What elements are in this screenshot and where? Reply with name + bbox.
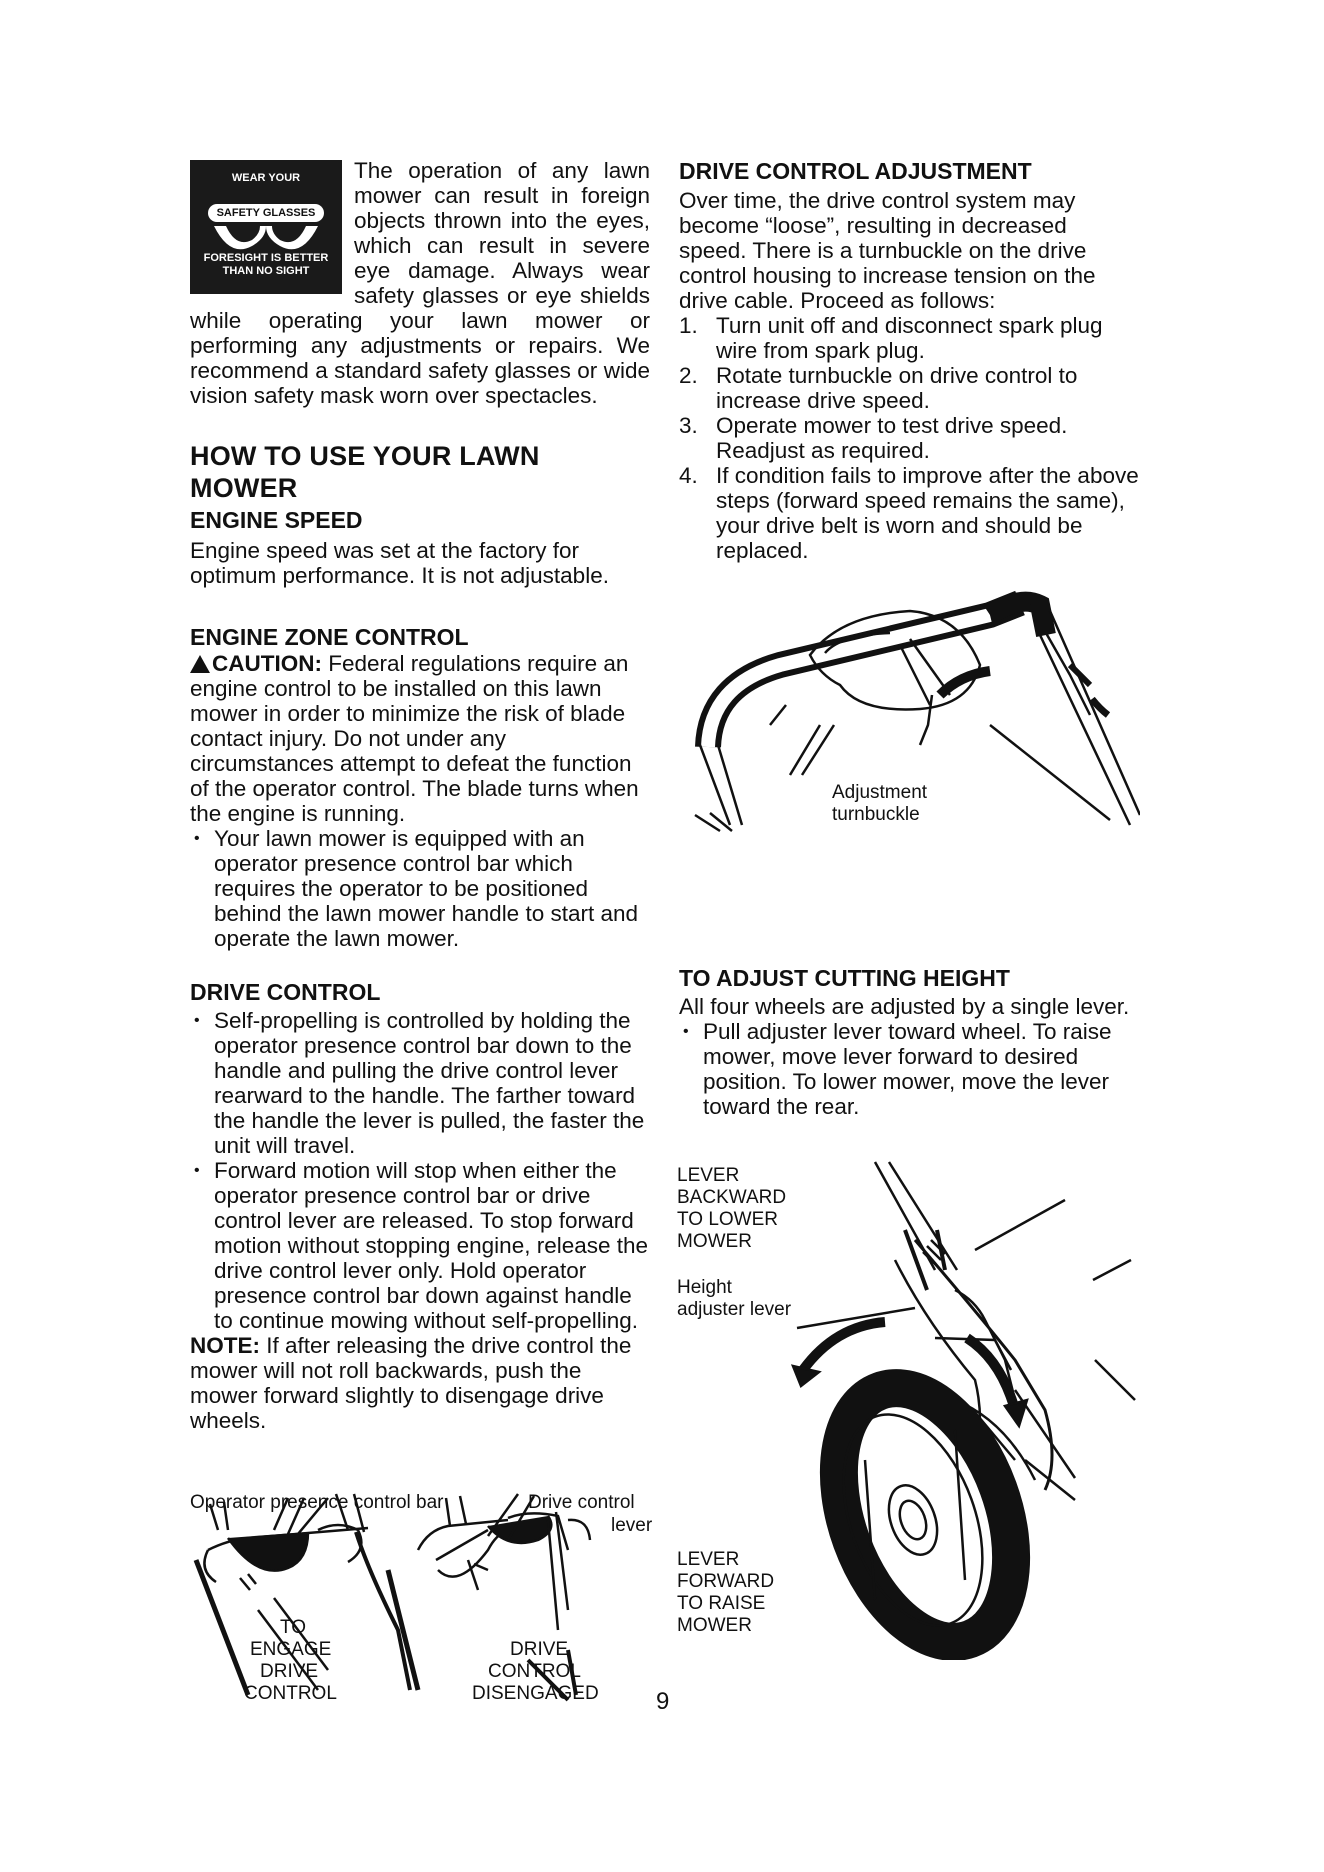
step-number: 2. [679,363,698,388]
warning-icon [190,655,210,673]
adjuster-lever-label: adjuster lever [677,1299,792,1320]
handle-illustration [188,1490,658,1710]
engine-speed-text: Engine speed was set at the factory for optimum performance. It is not adjustable. [190,538,609,588]
disengaged-label: DISENGAGED [472,1683,599,1704]
note-label: NOTE: [190,1333,260,1358]
control-disengaged-label: CONTROL [488,1661,581,1682]
cutting-height-section [679,965,1139,1119]
list-item [679,463,1139,563]
badge-line-3: FORESIGHT IS BETTER [203,252,329,264]
cutting-height-list [679,1019,1139,1119]
step-text: Operate mower to test drive speed. Readjust as required. [716,413,1068,463]
lever-backward-label-1: LEVER [677,1165,740,1186]
step-number: 1. [679,313,698,338]
lever-label: lever [611,1515,653,1536]
step-text: If condition fails to improve after the above steps (forward speed remains the same), your drive belt is worn and should be replaced. [716,463,1139,563]
drive-adjustment-text: Over time, the drive control system may become “loose”, resulting in decreased speed. There is a turnbuckle on the drive control housing to increase tension on the drive cable. Proceed as follows: [679,188,1096,313]
list-item: • Pull adjuster lever toward wheel. To raise mower, move lever forward to desired position. To lower mower, move the lever toward the rear. [679,1019,1139,1119]
safety-glasses-badge [190,160,342,294]
step-text: Rotate turnbuckle on drive control to increase drive speed. [716,363,1078,413]
lever-forward-label-3: TO RAISE [677,1593,766,1614]
to-label: TO [280,1617,307,1638]
lever-backward-label-4: MOWER [677,1231,752,1252]
control-label: CONTROL [244,1683,337,1704]
engine-zone-list [190,826,650,951]
list-item [679,413,1139,463]
engine-zone-heading: ENGINE ZONE CONTROL [190,624,469,650]
right-column [679,158,1139,563]
list-item: • Forward motion will stop when either the operator presence control bar or drive control lever are released. To stop forward motion without stopping engine, release the drive control lever only. Hold operator presence control bar down against handle to continue mowing without self-propelling. [190,1158,650,1333]
step-number: 4. [679,463,698,488]
step-text: Turn unit off and disconnect spark plug wire from spark plug. [716,313,1103,363]
cutting-height-heading: TO ADJUST CUTTING HEIGHT [679,965,1010,991]
lever-forward-label-2: FORWARD [677,1571,775,1592]
note-text: If after releasing the drive control the mower will not roll backwards, push the mower forward slightly to disengage drive wheels. [190,1333,632,1433]
lever-backward-label-2: BACKWARD [677,1187,787,1208]
list-item [679,363,1139,413]
lever-forward-label-1: LEVER [677,1549,740,1570]
left-column [190,158,650,1433]
lever-backward-label-3: TO LOWER [677,1209,778,1230]
drive-adjustment-heading: DRIVE CONTROL ADJUSTMENT [679,158,1032,184]
turnbuckle-label: turnbuckle [832,804,920,825]
step-number: 3. [679,413,698,438]
operator-presence-label: Operator presence control bar [190,1492,444,1513]
cutting-height-text: All four wheels are adjusted by a single lever. [679,994,1130,1019]
turnbuckle-figure [690,575,1140,835]
note-paragraph [190,1333,650,1433]
drive-label: DRIVE [260,1661,319,1682]
drive-disengaged-label: DRIVE [510,1639,569,1660]
list-item [679,313,1139,363]
badge-line-1: WEAR YOUR [231,172,301,184]
caution-label: CAUTION: [212,651,322,676]
how-to-use-heading: HOW TO USE YOUR LAWN MOWER [190,441,540,503]
lever-forward-label-4: MOWER [677,1615,752,1636]
caution-text: Federal regulations require an engine control to be installed on this lawn mower in order to minimize the risk of blade contact injury. Do not under any circumstances attempt to defeat the function of the operator control. The blade turns when the engine is running. [190,651,639,826]
height-label: Height [677,1277,732,1298]
badge-line-4: THAN NO SIGHT [222,265,310,277]
list-item: • Self-propelling is controlled by holding the operator presence control bar down to the handle and pulling the drive control lever rearward to the handle. The farther toward the handle the lever is pulled, the faster the unit will travel. [190,1008,650,1158]
height-adjuster-figure [675,1160,1145,1660]
adjustment-label: Adjustment [832,782,928,803]
drive-control-list [190,1008,650,1333]
engine-speed-heading: ENGINE SPEED [190,507,363,533]
adjustment-steps [679,313,1139,563]
drive-control-figure [188,1490,658,1710]
caution-paragraph [190,651,650,826]
page-number: 9 [656,1688,670,1715]
drive-control-heading: DRIVE CONTROL [190,979,381,1005]
drive-control-label: Drive control [528,1492,635,1513]
list-item: • Your lawn mower is equipped with an operator presence control bar which requires the operator to be positioned behind the lawn mower handle to start and operate the lawn mower. [190,826,650,951]
safety-intro-text: The operation of any lawn mower can result in foreign objects thrown into the eyes, which can result in severe eye damage. Always wear safety glasses or eye shields while operating your lawn mower or performing any adjustments or repairs. We recommend a standard safety glasses or wide vision safety mask worn over spectacles. [190,158,650,408]
engage-label: ENGAGE [250,1639,332,1660]
badge-line-2: SAFETY GLASSES [208,204,324,222]
